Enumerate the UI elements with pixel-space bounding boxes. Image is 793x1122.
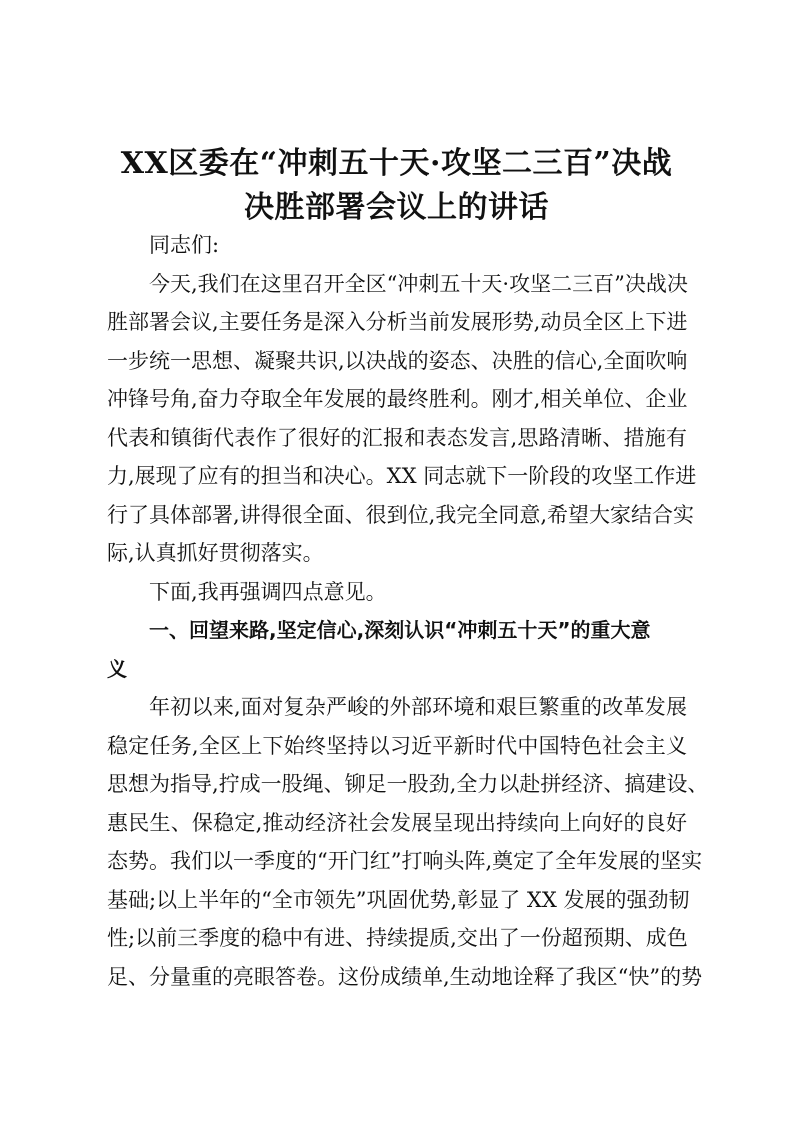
paragraph-opening: [107, 265, 697, 573]
paragraph-line: 下面,我再强调四点意见。: [149, 579, 387, 604]
paragraph-line: 年初以来,面对复杂严峻的外部环境和艰巨繁重的改革发展: [149, 695, 687, 719]
paragraph-section-1: [107, 688, 709, 996]
paragraph-line: 足、分量重的亮眼答卷。这份成绩单,生动地诠释了我区“快”的势: [107, 964, 703, 989]
paragraph-line: 胜部署会议,主要任务是深入分析当前发展形势,动员全区上下进: [107, 310, 688, 334]
paragraph-line: 际,认真抓好贯彻落实。: [107, 541, 324, 565]
heading-line: 义: [107, 656, 127, 681]
salutation: [107, 226, 687, 265]
title-line-2: 决胜部署会议上的讲话: [244, 190, 549, 225]
title-line-1: XX区委在“冲刺五十天·攻坚二三百”决战: [120, 146, 673, 181]
document-title: [100, 142, 693, 230]
salutation-text: 同志们:: [149, 233, 220, 257]
paragraph-transition: [107, 573, 687, 612]
section-heading-1: [107, 611, 687, 688]
paragraph-line: 态势。我们以一季度的“开门红”打响头阵,奠定了全年发展的坚实: [107, 849, 703, 873]
paragraph-line: 一步统一思想、凝聚共识,以决战的姿态、决胜的信心,全面吹响: [107, 348, 688, 373]
paragraph-line: 基础;以上半年的“全市领先”巩固优势,彰显了 XX 发展的强劲韧: [107, 887, 690, 912]
paragraph-line: 行了具体部署,讲得很全面、很到位,我完全同意,希望大家结合实: [107, 502, 695, 527]
document-body: [107, 226, 709, 996]
paragraph-line: 冲锋号角,奋力夺取全年发展的最终胜利。刚才,相关单位、企业: [107, 387, 688, 411]
paragraph-line: 性;以前三季度的稳中有进、持续提质,交出了一份超预期、成色: [107, 926, 688, 950]
paragraph-line: 思想为指导,拧成一股绳、铆足一股劲,全力以赴拼经济、搞建设、: [107, 772, 709, 796]
paragraph-line: 力,展现了应有的担当和决心。XX 同志就下一阶段的攻坚工作进: [107, 464, 697, 488]
paragraph-line: 稳定任务,全区上下始终坚持以习近平新时代中国特色社会主义: [107, 733, 687, 758]
paragraph-line: 惠民生、保稳定,推动经济社会发展呈现出持续向上向好的良好: [107, 810, 687, 835]
paragraph-line: 今天,我们在这里召开全区“冲刺五十天·攻坚二三百”决战决: [149, 271, 688, 296]
paragraph-line: 代表和镇街代表作了很好的汇报和表态发言,思路清晰、措施有: [107, 425, 687, 450]
heading-line: 一、回望来路,坚定信心,深刻认识“冲刺五十天”的重大意: [149, 618, 651, 642]
